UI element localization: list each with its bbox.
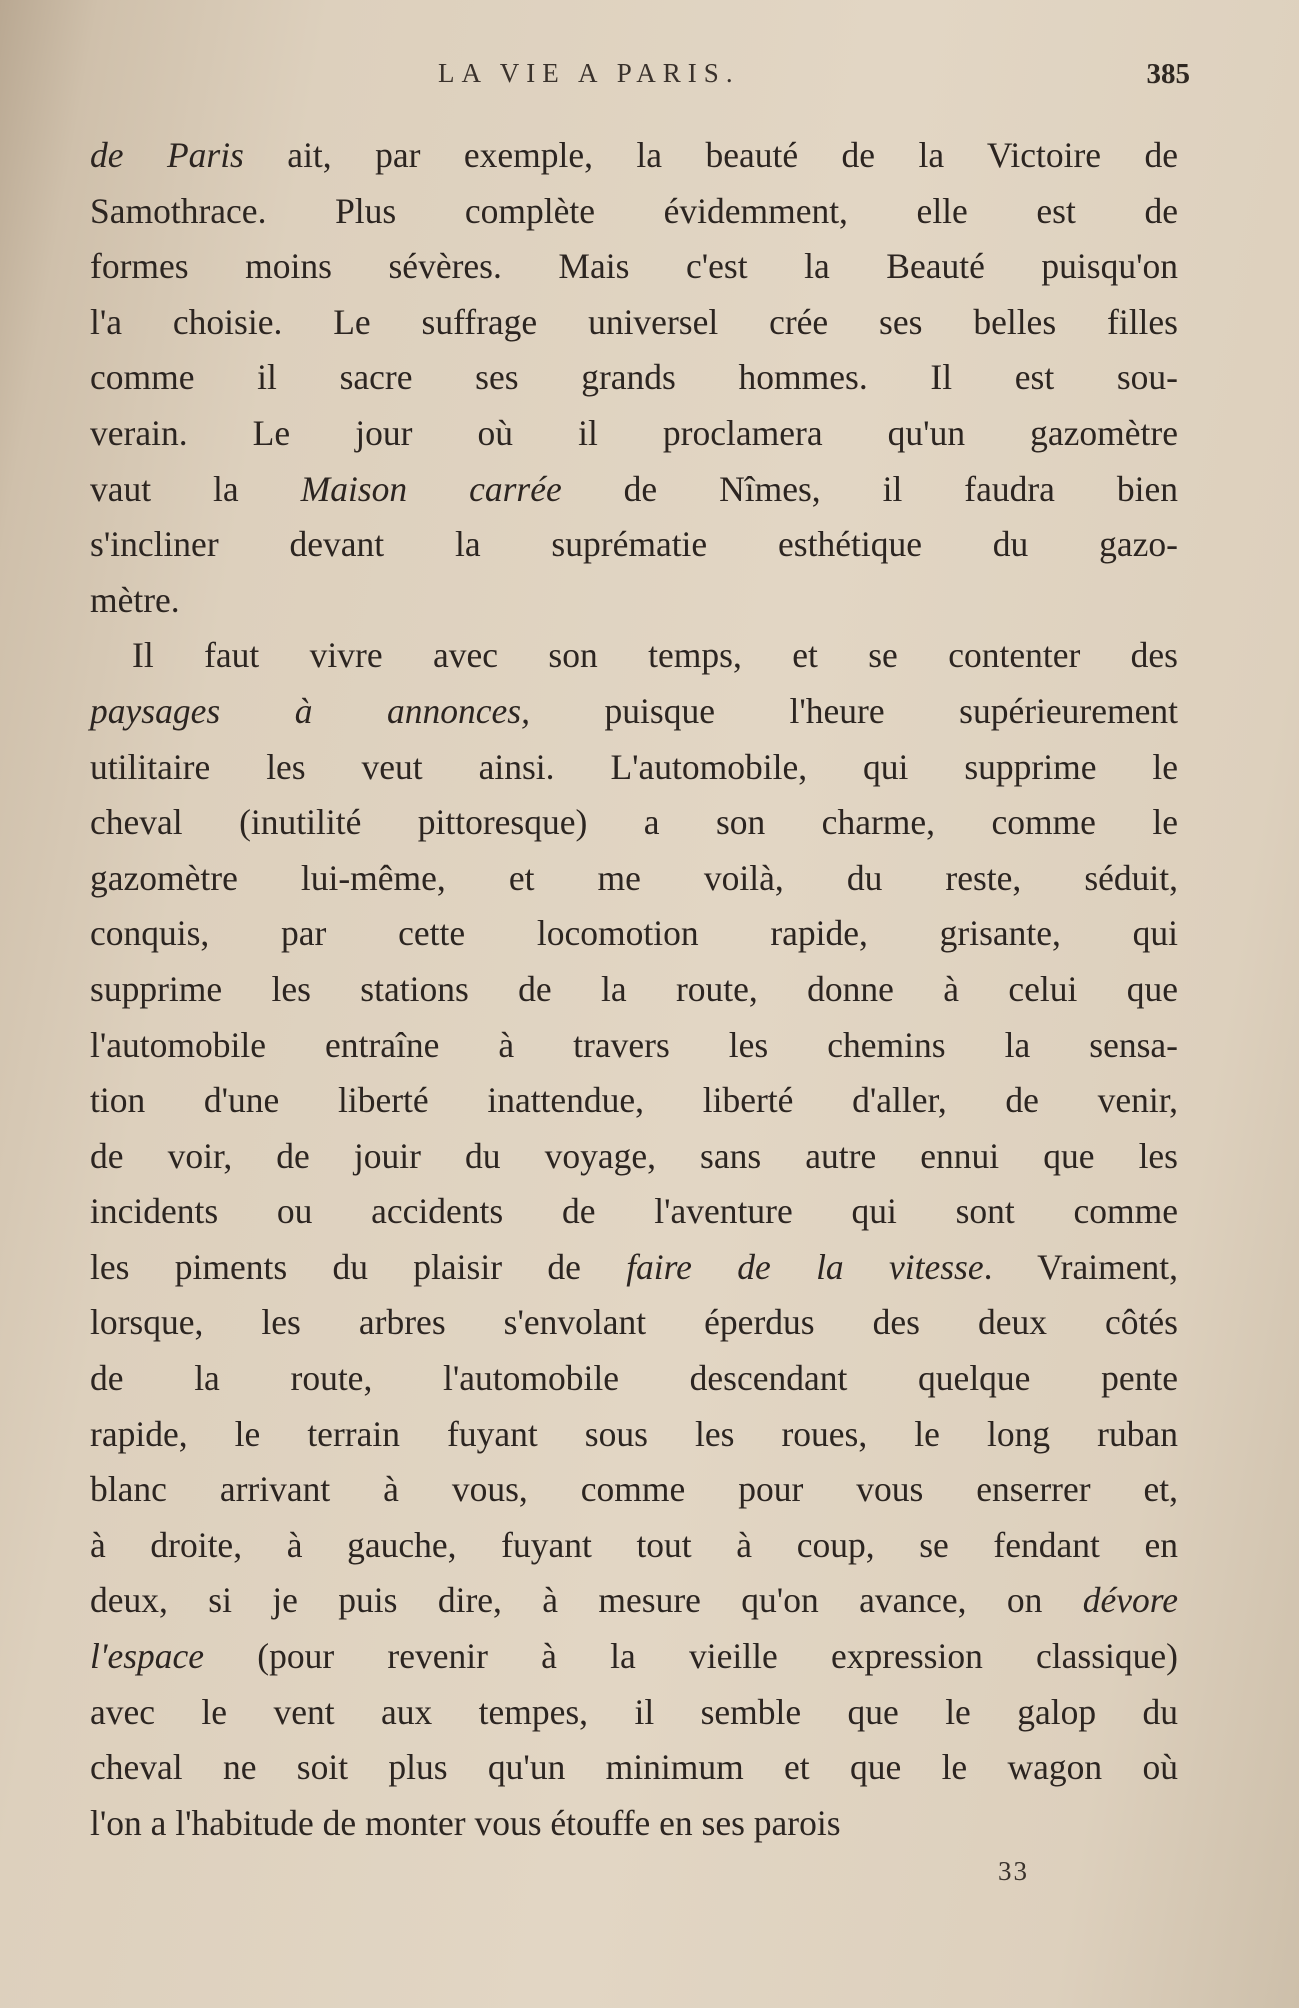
- text-run: rapide, le terrain fuyant sous les roues, le long ruban: [90, 1413, 1178, 1454]
- text-line: [90, 1462, 1178, 1518]
- text-run: cheval ne soit plus qu'un minimum et que le wagon où: [90, 1747, 1178, 1788]
- text-line: [90, 1351, 1178, 1407]
- italic-text: dévore: [1082, 1580, 1178, 1621]
- text-line: [90, 573, 1178, 629]
- text-line: [90, 1518, 1178, 1574]
- text-run: vaut la: [90, 468, 301, 509]
- text-line: [90, 1573, 1178, 1629]
- body-text: [90, 128, 1178, 1851]
- text-line: [90, 851, 1178, 907]
- text-line: [90, 1407, 1178, 1463]
- text-line: [90, 128, 1178, 184]
- text-line: [90, 1629, 1178, 1685]
- running-title: LA VIE A PARIS.: [438, 58, 740, 88]
- text-line: [90, 962, 1178, 1018]
- text-run: verain. Le jour où il proclamera qu'un gazomètre: [90, 412, 1178, 453]
- text-run: gazomètre lui-même, et me voilà, du reste, séduit,: [90, 857, 1178, 898]
- paragraph-1: [90, 128, 1178, 628]
- italic-text: l'espace: [90, 1636, 205, 1677]
- italic-text: paysages à annonces,: [90, 690, 530, 731]
- text-run: . Vraiment,: [983, 1246, 1178, 1287]
- text-run: utilitaire les veut ainsi. L'automobile, qui supprime le: [90, 746, 1178, 787]
- text-run: incidents ou accidents de l'aventure qui sont comme: [90, 1191, 1178, 1232]
- text-run: l'on a l'habitude de monter vous étouffe en ses parois: [90, 1802, 841, 1843]
- text-run: supprime les stations de la route, donne à celui que: [90, 968, 1178, 1009]
- text-line: [90, 628, 1178, 684]
- text-line: [90, 684, 1178, 740]
- text-run: de voir, de jouir du voyage, sans autre ennui que les: [90, 1135, 1178, 1176]
- text-run: l'a choisie. Le suffrage universel crée ses belles filles: [90, 301, 1178, 342]
- text-run: l'automobile entraîne à travers les chemins la sensa-: [90, 1024, 1178, 1065]
- page-number: 385: [1146, 58, 1190, 90]
- italic-text: Maison carrée: [300, 468, 562, 509]
- text-line: [90, 1295, 1178, 1351]
- italic-text: de Paris: [90, 135, 244, 175]
- text-run: puisque l'heure supérieurement: [529, 690, 1178, 731]
- text-line: [90, 906, 1178, 962]
- text-line: [90, 406, 1178, 462]
- text-run: de Nîmes, il faudra bien: [561, 468, 1178, 509]
- text-line: [90, 740, 1178, 796]
- text-line: [90, 239, 1178, 295]
- text-line: [90, 1240, 1178, 1296]
- text-run: (pour revenir à la vieille expression classique): [204, 1636, 1178, 1677]
- text-line: [90, 1073, 1178, 1129]
- text-run: s'incliner devant la suprématie esthétique du gazo-: [90, 524, 1178, 565]
- text-line: [90, 184, 1178, 240]
- text-run: lorsque, les arbres s'envolant éperdus des deux côtés: [90, 1302, 1178, 1343]
- text-line: [90, 1740, 1178, 1796]
- text-line: [90, 795, 1178, 851]
- paragraph-2: [90, 628, 1178, 1851]
- text-line: [90, 350, 1178, 406]
- text-run: comme il sacre ses grands hommes. Il est sou-: [90, 357, 1178, 398]
- text-run: ait, par exemple, la beauté de la Victoire de: [243, 135, 1179, 175]
- text-line: [90, 1129, 1178, 1185]
- text-run: blanc arrivant à vous, comme pour vous enserrer et,: [90, 1469, 1178, 1510]
- text-line: [90, 1685, 1178, 1741]
- text-run: de la route, l'automobile descendant quelque pente: [90, 1358, 1178, 1399]
- text-line: [90, 1184, 1178, 1240]
- signature-mark: 33: [998, 1856, 1029, 1886]
- running-head: [90, 58, 1190, 98]
- text-line: [90, 295, 1178, 351]
- text-run: avec le vent aux tempes, il semble que le galop du: [90, 1691, 1178, 1732]
- text-run: cheval (inutilité pittoresque) a son charme, comme le: [90, 802, 1178, 843]
- text-run: les piments du plaisir de: [90, 1246, 627, 1287]
- italic-text: faire de la vitesse: [626, 1246, 984, 1287]
- text-line: [90, 1018, 1178, 1074]
- text-run: Il faut vivre avec son temps, et se contenter des: [132, 635, 1178, 676]
- text-run: deux, si je puis dire, à mesure qu'on avance, on: [90, 1580, 1083, 1621]
- text-line: [90, 462, 1178, 518]
- text-line: [90, 517, 1178, 573]
- text-run: conquis, par cette locomotion rapide, grisante, qui: [90, 913, 1178, 954]
- text-run: mètre.: [90, 579, 180, 620]
- text-run: Samothrace. Plus complète évidemment, elle est de: [90, 190, 1178, 231]
- text-run: formes moins sévères. Mais c'est la Beauté puisqu'on: [90, 246, 1178, 287]
- text-run: tion d'une liberté inattendue, liberté d'aller, de venir,: [90, 1080, 1178, 1121]
- text-run: à droite, à gauche, fuyant tout à coup, se fendant en: [90, 1524, 1178, 1565]
- text-line: [90, 1796, 1178, 1852]
